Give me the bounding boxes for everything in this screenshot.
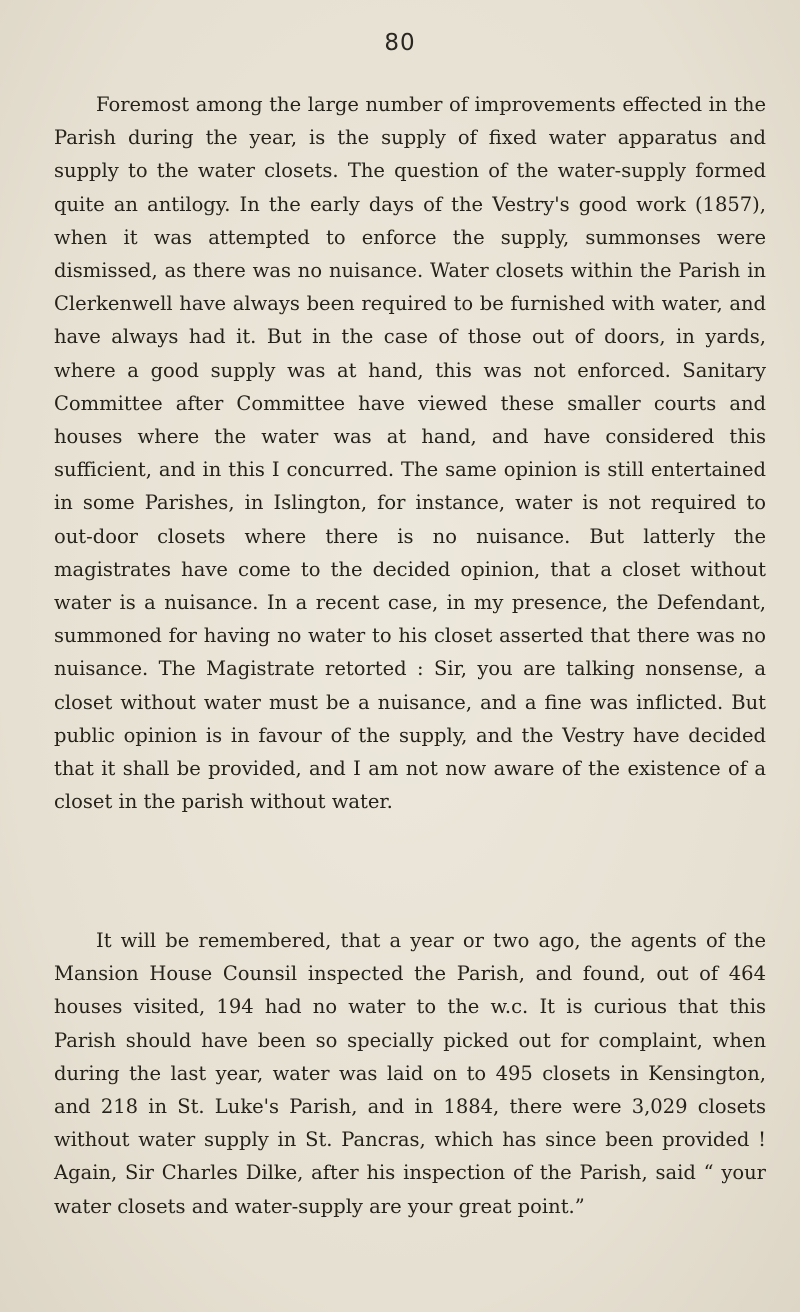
paragraph-water-supply: Foremost among the large number of improvements effected in the Parish during the year, is the supply of fixed water apparatus and supply to the water closets. The question of the water-supply formed quite an antilogy. In the early days of the Vestry's good work (1857), when it was attempted to enforce the supply, summonses were dismissed, as there was no nuisance. Water closets within the Parish in Clerkenwell have always been required to be furnished with water, and have always had it. But in the case of those out of doors, in yards, where a good supply was at hand, this was not enforced. Sanitary Committee after Committee have viewed these smaller courts and houses where the water was at hand, and have considered this sufficient, and in this I concurred. The same opinion is still entertained in some Parishes, in Islington, for instance, water is not required to out-door closets where there is no nuisance. But latterly the magistrates have come to the decided opinion, that a closet without water is a nuisance. In a recent case, in my presence, the Defendant, summoned for having no water to his closet asserted that there was no nuisance. The Magistrate retorted : Sir, you are talking nonsense, a closet without water must be a nuisance, and a fine was inflicted. But public opinion is in favour of the supply, and the Vestry have decided that it shall be provided, and I am not now aware of the existence of a closet in the parish without water. (54, 93, 766, 814)
page-number: 80 (384, 30, 416, 56)
paragraph-mansion-house: It will be remembered, that a year or two ago, the agents of the Mansion House Counsil inspected the Parish, and found, out of 464 houses visited, 194 had no water to the w.c. It is curious that this Parish should have been so specially picked out for complaint, when during the last year, water was laid on to 495 closets in Kensington, and 218 in St. Luke's Parish, and in 1884, there were 3,029 closets without water supply in St. Pancras, which has since been provided ! Again, Sir Charles Dilke, after his inspection of the Parish, said “ your water closets and water-supply are your great point.” (54, 929, 766, 1218)
